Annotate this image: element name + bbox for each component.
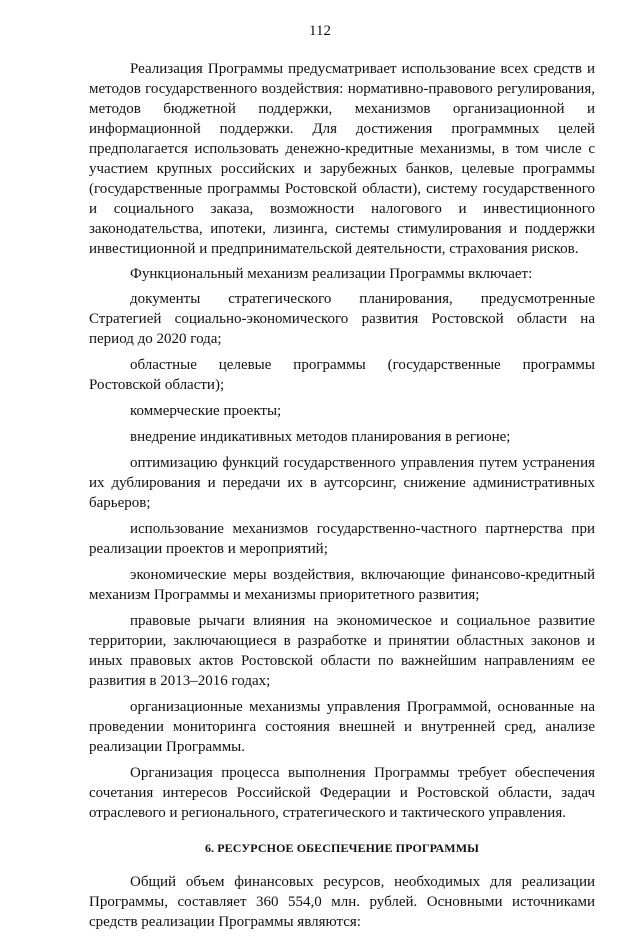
list-item-public-private-partnership: использование механизмов государственно-частного партнерства при реализации проектов и мероприятий; <box>89 521 595 557</box>
paragraph-implementation-intro: Реализация Программы предусматривает использование всех средств и методов государственного воздействия: нормативно-правового регулирования, методов бюджетной поддержки, механизмов организационной и информационной поддержки. Для достижения программных целей предполагается использовать денежно-кредитные механизмы, в том числе с участием крупных российских и зарубежных банков, целевые программы (государственные программы Ростовской области), систему государственного и социального заказа, возможности налогового и инвестиционного законодательства, ипотеки, лизинга, системы стимулирования и поддержки инвестиционной и предпринимательской деятельности, страхования рисков. <box>89 61 595 257</box>
list-item-target-programs: областные целевые программы (государственные программы Ростовской области); <box>89 357 595 393</box>
section-title: 6. РЕСУРСНОЕ ОБЕСПЕЧЕНИЕ ПРОГРАММЫ <box>204 841 480 855</box>
page-content <box>89 59 595 937</box>
paragraph-process-organization: Организация процесса выполнения Программы требует обеспечения сочетания интересов Российской Федерации и Ростовской области, задач отраслевого и регионального, стратегического и тактического управления. <box>89 765 595 821</box>
list-item-legal-levers: правовые рычаги влияния на экономическое и социальное развитие территории, заключающиеся в разработке и принятии областных законов и иных правовых актов Ростовской области по важнейшим направлениям ее развития в 2013–2016 годах; <box>89 613 595 689</box>
list-item-organizational-mechanisms: организационные механизмы управления Программой, основанные на проведении мониторинга состояния внешней и внутренней сред, анализе реализации Программы. <box>89 699 595 755</box>
list-item-strategic-documents: документы стратегического планирования, предусмотренные Стратегией социально-экономического развития Ростовской области на период до 2020 года; <box>89 291 595 347</box>
list-item-commercial-projects: коммерческие проекты; <box>130 403 282 419</box>
paragraph-resource-volume: Общий объем финансовых ресурсов, необходимых для реализации Программы, составляет 360 554,0 млн. рублей. Основными источниками средств реализации Программы являются: <box>89 874 595 930</box>
paragraph-functional-mechanism: Функциональный механизм реализации Программы включает: <box>130 266 533 282</box>
page-number: 112 <box>309 23 331 39</box>
list-item-economic-measures: экономические меры воздействия, включающие финансово-кредитный механизм Программы и механизмы приоритетного развития; <box>89 567 595 603</box>
list-item-indicative-planning: внедрение индикативных методов планирования в регионе; <box>130 429 511 445</box>
list-item-function-optimization: оптимизацию функций государственного управления путем устранения их дублирования и передачи их в аутсорсинг, снижение административных барьеров; <box>89 455 595 511</box>
